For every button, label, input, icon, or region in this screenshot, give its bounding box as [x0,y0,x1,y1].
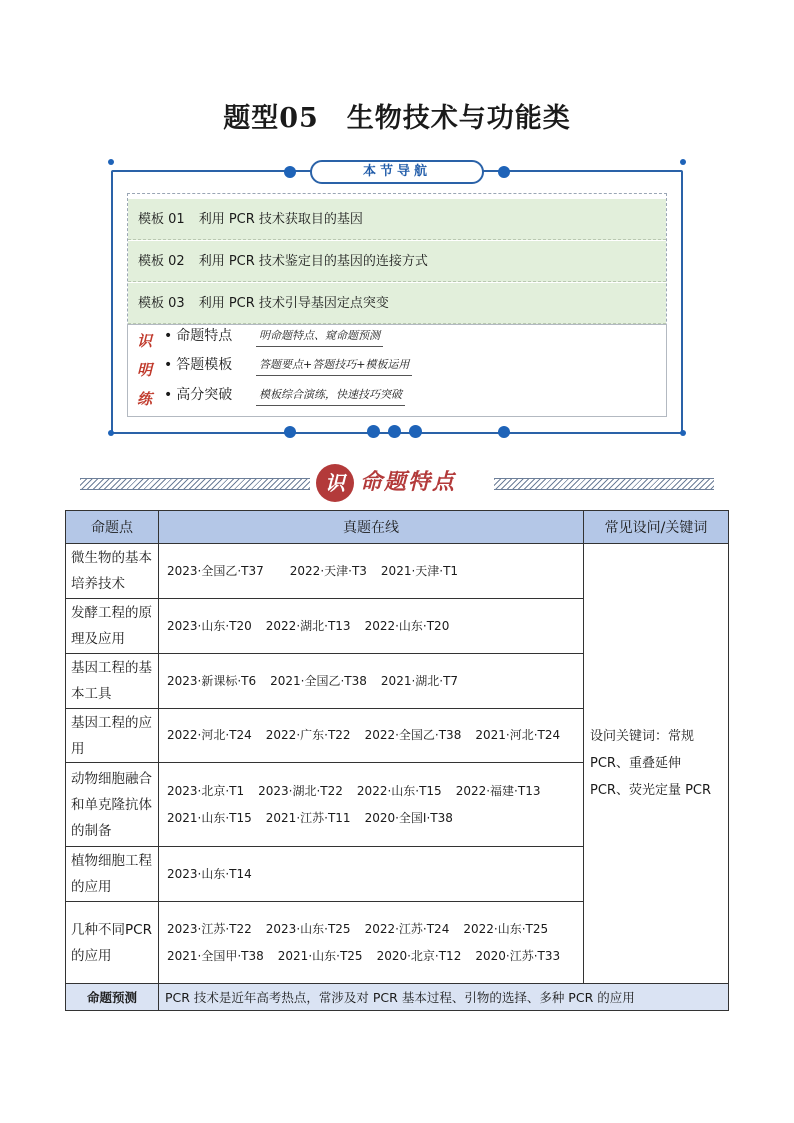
template-text: 利用 PCR 技术引导基因定点突变 [198,296,389,311]
page-title: 题型05 生物技术与功能类 [223,103,571,134]
table-header: 常见设问/关键词 [584,511,729,544]
bullet-icon: • [164,387,173,403]
prediction-text: PCR 技术是近年高考热点，常涉及对 PCR 基本过程、引物的选择、多种 PCR 的应用 [159,984,729,1011]
template-item[interactable] [128,241,666,282]
side-char: 练 [137,390,153,408]
frame-dot-icon [388,425,401,438]
exam-ref: 2021·河北·T24 [475,728,561,742]
frame-dot-icon [284,166,296,178]
frame-dot-icon [680,159,686,165]
frame-dot-icon [409,425,422,438]
knowledge-desc: 模板综合演练，快速技巧突破 [256,385,405,406]
exam-ref: 2021·山东·T15 [167,810,252,825]
keywords-cell: 设问关键词：常规PCR、重叠延伸 PCR、荧光定量 PCR [584,544,729,984]
exam-ref: 2020·江苏·T33 [475,948,561,963]
knowledge-label: 命题特点 [176,328,233,344]
template-text: 利用 PCR 技术鉴定目的基因的连接方式 [198,254,428,269]
side-char: 明 [137,361,153,379]
topic-table [65,510,729,1011]
table-header: 真题在线 [159,511,584,544]
exam-ref: 2022·湖北·T13 [265,618,351,633]
exam-ref: 2022·广东·T22 [265,728,351,742]
frame-dot-icon [498,166,510,178]
bullet-icon: • [164,357,173,373]
frame-dot-icon [108,430,114,436]
template-item[interactable] [128,199,666,240]
exam-ref: 2022·江苏·T24 [364,921,450,936]
nav-header: 本节导航 [310,160,484,184]
exam-ref: 2022·河北·T24 [167,728,252,742]
topic-cell: 动物细胞融合和单克隆抗体的制备 [66,763,159,847]
bullet-icon: • [164,328,173,344]
exam-ref: 2021·山东·T25 [277,948,363,963]
knowledge-item[interactable] [164,385,232,405]
template-text: 利用 PCR 技术获取目的基因 [198,212,363,227]
exam-ref: 2021·湖北·T7 [380,673,459,688]
exam-cell [159,763,584,847]
section-badge: 识 [316,464,354,502]
exam-ref: 2023·北京·T1 [167,783,245,798]
side-char: 识 [137,332,153,350]
topic-cell: 基因工程的应用 [66,709,159,763]
template-code: 模板 02 [138,254,185,269]
section-title: 命题特点 [360,469,457,495]
exam-ref: 2023·湖北·T22 [258,783,343,798]
knowledge-desc: 答题要点+答题技巧+模板运用 [256,355,412,376]
exam-ref: 2022·天津·T3 [289,563,367,578]
template-code: 模板 01 [138,212,185,227]
topic-cell: 基因工程的基本工具 [66,654,159,709]
template-code: 模板 03 [138,296,185,311]
frame-dot-icon [498,426,510,438]
exam-ref: 2022·山东·T15 [356,783,442,798]
exam-ref: 2023·江苏·T22 [167,921,252,936]
topic-cell: 几种不同PCR 的应用 [66,902,159,984]
table-header-row [66,511,729,544]
prediction-row [66,984,729,1011]
exam-ref: 2022·福建·T13 [455,783,541,798]
exam-ref: 2023·全国乙·T37 [167,563,264,578]
exam-ref: 2023·山东·T20 [167,618,252,633]
knowledge-label: 答题模板 [176,357,233,373]
exam-ref: 2022·山东·T20 [364,618,450,633]
prediction-label: 命题预测 [66,984,159,1011]
exam-ref: 2021·天津·T1 [380,563,459,578]
topic-cell: 植物细胞工程的应用 [66,847,159,902]
exam-ref: 2023·新课标·T6 [167,673,257,688]
exam-ref: 2021·江苏·T11 [265,810,351,825]
exam-ref: 2020·北京·T12 [376,948,462,963]
frame-dot-icon [367,425,380,438]
knowledge-label: 高分突破 [176,387,233,403]
exam-ref: 2021·全国乙·T38 [270,673,367,688]
knowledge-item[interactable] [164,355,232,375]
knowledge-item[interactable] [164,326,232,346]
exam-cell [159,654,584,709]
exam-ref: 2023·山东·T25 [265,921,351,936]
exam-cell [159,599,584,654]
banner-hatch-left [80,478,310,490]
exam-cell [159,709,584,763]
exam-ref: 2022·山东·T25 [463,921,549,936]
exam-ref: 2022·全国乙·T38 [364,728,462,742]
frame-dot-icon [284,426,296,438]
frame-dot-icon [108,159,114,165]
table-row [66,544,729,599]
exam-ref: 2020·全国Ⅰ·T38 [364,810,453,825]
frame-dot-icon [680,430,686,436]
exam-ref: 2021·全国甲·T38 [167,948,264,963]
topic-cell: 微生物的基本培养技术 [66,544,159,599]
template-item[interactable] [128,283,666,324]
exam-cell [159,847,584,902]
exam-ref: 2023·山东·T14 [167,866,252,881]
banner-hatch-right [494,478,714,490]
topic-cell: 发酵工程的原理及应用 [66,599,159,654]
table-header: 命题点 [66,511,159,544]
exam-cell [159,902,584,984]
knowledge-desc: 明命题特点、窥命题预测 [256,326,383,347]
exam-cell [159,544,584,599]
